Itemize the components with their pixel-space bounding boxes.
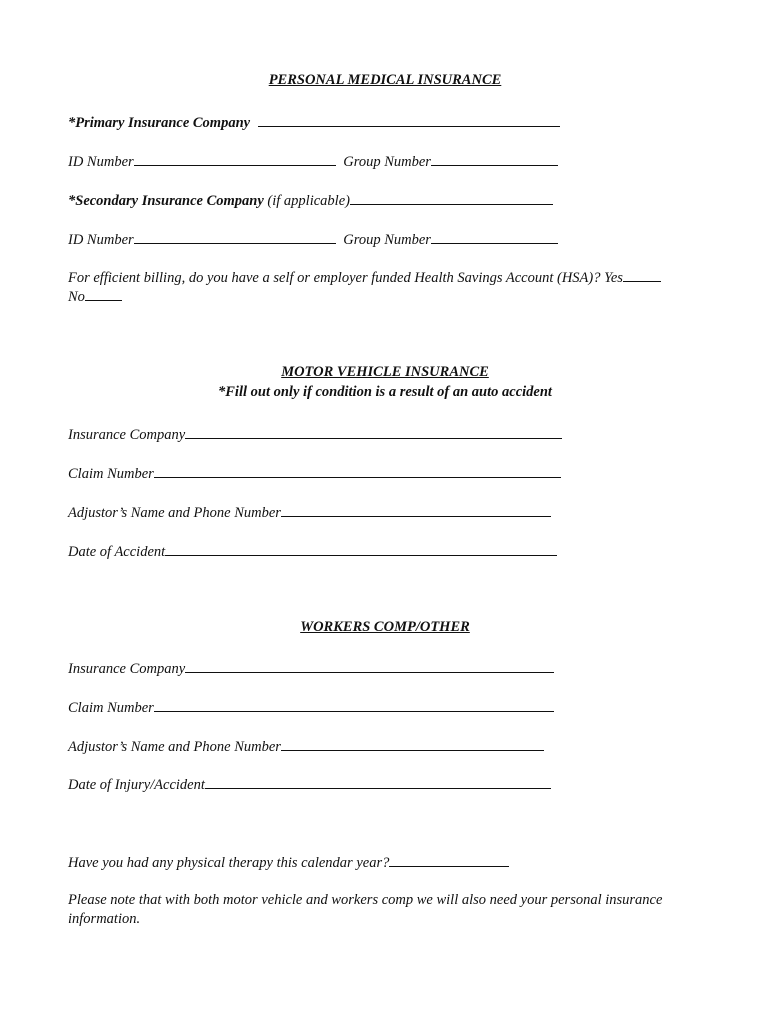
secondary-insurance-row <box>68 191 553 210</box>
primary-insurance-label: *Primary Insurance Company <box>68 115 251 131</box>
hsa-no-row <box>68 287 122 306</box>
secondary-insurance-field[interactable] <box>350 191 553 205</box>
secondary-insurance-label: *Secondary Insurance Company <box>68 193 264 209</box>
workers-adjustor-field[interactable] <box>281 737 544 751</box>
motor-date-field[interactable] <box>165 542 557 556</box>
motor-adjustor-label: Adjustor’s Name and Phone Number <box>68 505 281 521</box>
motor-claim-field[interactable] <box>154 464 561 478</box>
motor-claim-row <box>68 464 561 483</box>
motor-company-row <box>68 425 562 444</box>
hsa-no-field[interactable] <box>85 287 122 301</box>
motor-section-title: MOTOR VEHICLE INSURANCE <box>281 364 489 380</box>
motor-adjustor-field[interactable] <box>281 503 551 517</box>
workers-company-row <box>68 659 554 678</box>
workers-section-title: WORKERS COMP/OTHER <box>300 619 470 635</box>
group-number-field[interactable] <box>431 152 558 166</box>
hsa-no-label: No <box>68 289 85 305</box>
hsa-yes-field[interactable] <box>623 268 661 282</box>
workers-company-field[interactable] <box>185 659 554 673</box>
workers-company-label: Insurance Company <box>68 661 186 677</box>
motor-date-row <box>68 542 557 561</box>
id-group-row-1 <box>68 152 558 171</box>
personal-section-title: PERSONAL MEDICAL INSURANCE <box>268 72 502 88</box>
workers-adjustor-row <box>68 737 544 756</box>
group-number-field-2[interactable] <box>431 230 558 244</box>
hsa-question-row <box>68 268 661 287</box>
primary-insurance-row <box>68 113 560 132</box>
motor-date-label: Date of Accident <box>68 544 166 560</box>
id-number-field-2[interactable] <box>134 230 336 244</box>
motor-section-subtitle: *Fill out only if condition is a result of an auto accident <box>218 384 552 400</box>
workers-adjustor-label: Adjustor’s Name and Phone Number <box>68 739 281 755</box>
motor-company-field[interactable] <box>185 425 562 439</box>
workers-date-field[interactable] <box>205 775 551 789</box>
footer-note: Please note that with both motor vehicle and workers comp we will also need your personal insurance information. <box>68 892 663 927</box>
pt-question-row <box>68 853 509 872</box>
motor-adjustor-row <box>68 503 551 522</box>
primary-insurance-field[interactable] <box>258 113 560 127</box>
secondary-insurance-note: (if applicable) <box>267 193 350 209</box>
workers-claim-label: Claim Number <box>68 700 154 716</box>
motor-claim-label: Claim Number <box>68 466 154 482</box>
id-group-row-2 <box>68 230 558 249</box>
motor-company-label: Insurance Company <box>68 427 186 443</box>
pt-answer-field[interactable] <box>389 853 509 867</box>
group-number-label-2: Group Number <box>343 232 431 248</box>
workers-claim-row <box>68 698 554 717</box>
workers-claim-field[interactable] <box>154 698 554 712</box>
group-number-label: Group Number <box>343 154 431 170</box>
hsa-question: For efficient billing, do you have a self or employer funded Health Savings Account (HSA)? Yes <box>68 270 623 286</box>
id-number-field[interactable] <box>134 152 336 166</box>
id-number-label: ID Number <box>68 154 134 170</box>
pt-question: Have you had any physical therapy this calendar year? <box>68 855 390 871</box>
workers-date-label: Date of Injury/Accident <box>68 777 205 793</box>
workers-date-row <box>68 775 551 794</box>
id-number-label-2: ID Number <box>68 232 134 248</box>
